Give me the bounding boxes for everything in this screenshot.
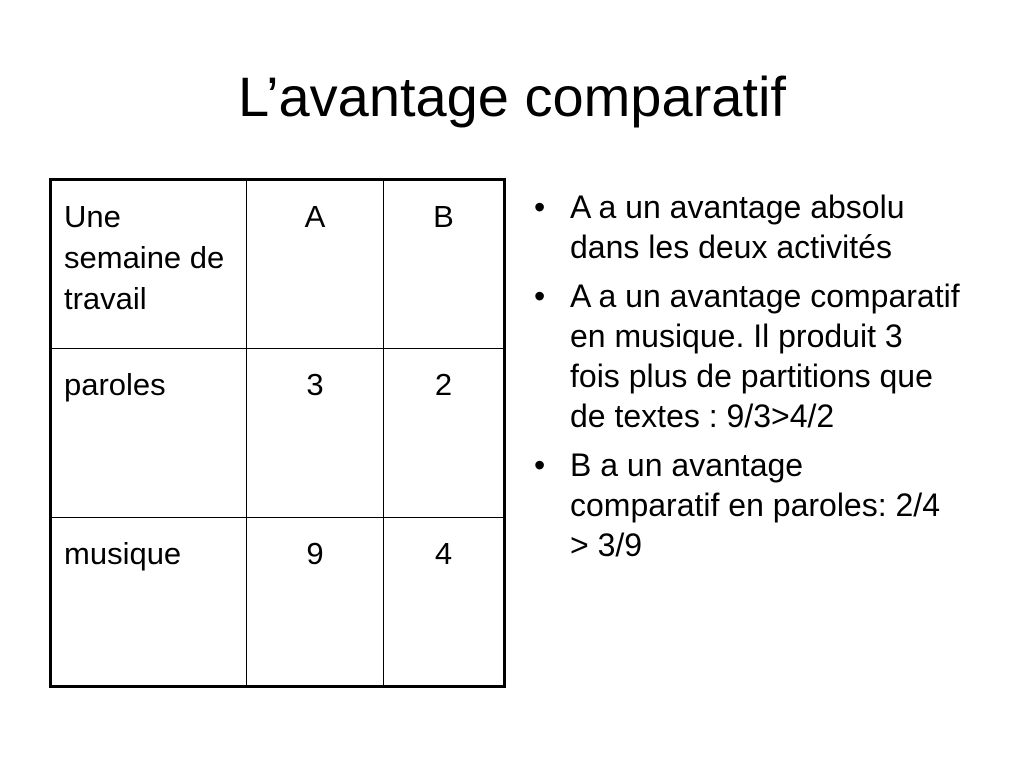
bullet-text: B a un avantage comparatif en paroles: 2/4 > 3/9 <box>570 447 940 563</box>
bullet-item <box>530 187 960 267</box>
table-row <box>51 518 505 687</box>
bullet-item <box>530 276 960 436</box>
slide-title: L’avantage comparatif <box>238 65 786 128</box>
comparison-table <box>49 178 506 688</box>
bullet-item <box>530 445 960 565</box>
table-cell: 9 <box>247 518 384 687</box>
table-cell: musique <box>51 518 247 687</box>
table-header-cell: B <box>384 180 505 349</box>
table-header-row <box>51 180 505 349</box>
bullet-dot-icon: • <box>534 189 546 225</box>
table-cell: 2 <box>384 349 505 518</box>
bullet-text: A a un avantage comparatif en musique. Il produit 3 fois plus de partitions que de textes : 9/3>4/2 <box>570 278 960 434</box>
bullet-text: A a un avantage absolu dans les deux activités <box>570 189 905 265</box>
table-cell: 3 <box>247 349 384 518</box>
table-header-cell: A <box>247 180 384 349</box>
bullet-list <box>530 187 960 574</box>
bullet-dot-icon: • <box>534 278 546 314</box>
table-row <box>51 349 505 518</box>
table-cell: 4 <box>384 518 505 687</box>
bullet-dot-icon: • <box>534 447 546 483</box>
table-cell: paroles <box>51 349 247 518</box>
table-header-cell: Une semaine de travail <box>51 180 247 349</box>
